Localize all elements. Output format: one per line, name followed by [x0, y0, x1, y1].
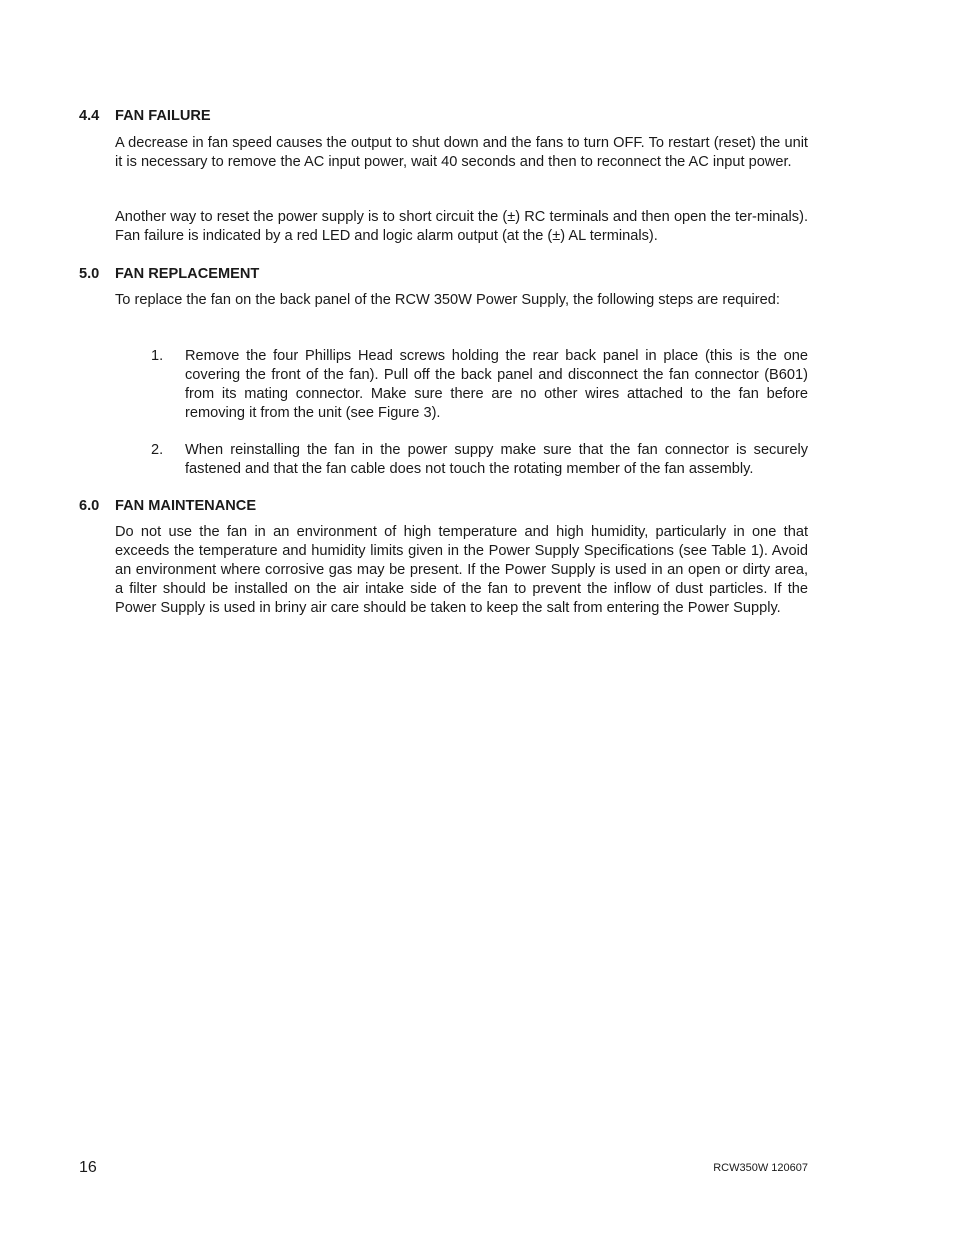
page-number: 16: [79, 1159, 97, 1176]
document-id: RCW350W 120607: [713, 1162, 808, 1174]
paragraph: A decrease in fan speed causes the output to shut down and the fans to turn OFF. To restart (reset) the unit it is necessary to remove the AC input power, wait 40 seconds and then to reconnect the AC input power.: [115, 135, 808, 170]
section-number: 5.0: [79, 266, 100, 282]
section-number: 4.4: [79, 108, 100, 124]
list-marker: 2.: [151, 442, 164, 458]
paragraph: Another way to reset the power supply is to short circuit the (±) RC terminals and then open the ter-minals). Fan failure is indicated by a red LED and logic alarm output (at the (±) AL terminals).: [115, 209, 808, 244]
section-heading-5-0: [79, 265, 259, 284]
section-title: FAN REPLACEMENT: [115, 266, 260, 282]
section-title: FAN MAINTENANCE: [115, 498, 257, 514]
list-item: [151, 441, 808, 479]
list-item-text: Remove the four Phillips Head screws holding the rear back panel in place (this is the one covering the front of the fan). Pull off the back panel and disconnect the fan connector (B601) from its mating connector. Make sure there are no other wires attached to the fan before removing it from the unit (see Figure 3).: [185, 348, 808, 421]
section-title: FAN FAILURE: [115, 108, 211, 124]
section-number: 6.0: [79, 498, 100, 514]
list-marker: 1.: [151, 348, 164, 364]
paragraph: To replace the fan on the back panel of the RCW 350W Power Supply, the following steps are required:: [115, 292, 780, 308]
section-heading-6-0: [79, 497, 256, 516]
list-item: [151, 347, 808, 423]
list-item-text: When reinstalling the fan in the power suppy make sure that the fan connector is securely fastened and that the fan cable does not touch the rotating member of the fan assembly.: [185, 442, 808, 477]
paragraph: Do not use the fan in an environment of high temperature and high humidity, particularly in one that exceeds the temperature and humidity limits given in the Power Supply Specifications (see Table 1). Avoid an environment where corrosive gas may be present. If the Power Supply is used in an open or dirty area, a filter should be installed on the air intake side of the fan to prevent the inflow of dust particles. If the Power Supply is used in briny air care should be taken to keep the salt from entering the Power Supply.: [115, 524, 808, 616]
section-heading-4-4: [79, 107, 211, 126]
